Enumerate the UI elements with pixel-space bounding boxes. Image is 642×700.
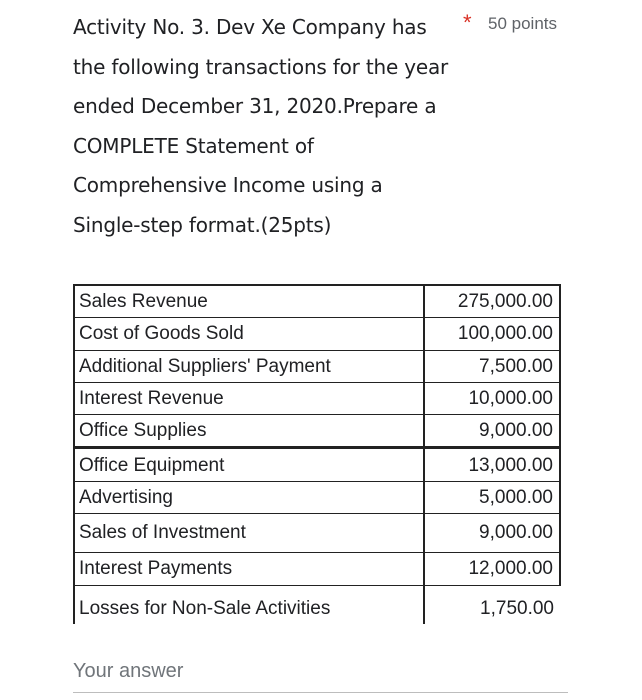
transaction-amount: 275,000.00 (424, 285, 560, 318)
points-label: 50 points (488, 14, 557, 33)
question-title: Activity No. 3. Dev Xe Company has the following transactions for the year ended December 31, 2020.Prepare a COMPLETE Statement of Comprehensive Income using a Single-step format.(25pts) (73, 15, 449, 237)
table-row (74, 382, 560, 414)
transaction-amount: 7,500.00 (424, 350, 560, 382)
transaction-label: Sales of Investment (74, 513, 424, 552)
table-row (74, 481, 560, 513)
transaction-label: Interest Payments (74, 553, 424, 585)
table-row (74, 585, 560, 624)
transaction-label: Additional Suppliers' Payment (74, 350, 424, 382)
transaction-amount: 9,000.00 (424, 513, 560, 552)
table-row (74, 553, 560, 585)
transaction-label: Office Equipment (74, 448, 424, 481)
transaction-amount: 12,000.00 (424, 553, 560, 585)
table-row (74, 415, 560, 448)
transaction-label: Sales Revenue (74, 285, 424, 318)
transaction-label: Advertising (74, 481, 424, 513)
transaction-amount: 5,000.00 (424, 481, 560, 513)
table-row (74, 350, 560, 382)
transaction-amount: 10,000.00 (424, 382, 560, 414)
transaction-amount: 13,000.00 (424, 448, 560, 481)
required-marker: * (463, 10, 472, 35)
transaction-amount: 1,750.00 (480, 598, 554, 619)
transaction-label: Cost of Goods Sold (74, 318, 424, 350)
table-row (74, 285, 560, 318)
transaction-label: Office Supplies (74, 415, 424, 448)
table-row (74, 513, 560, 552)
table-row (74, 318, 560, 350)
transaction-label: Interest Revenue (74, 382, 424, 414)
transaction-amount: 100,000.00 (424, 318, 560, 350)
table-row (74, 448, 560, 481)
transaction-amount: 9,000.00 (424, 415, 560, 448)
answer-input[interactable] (73, 650, 568, 693)
transactions-table (73, 284, 561, 624)
transaction-label: Losses for Non-Sale Activities (74, 585, 424, 624)
